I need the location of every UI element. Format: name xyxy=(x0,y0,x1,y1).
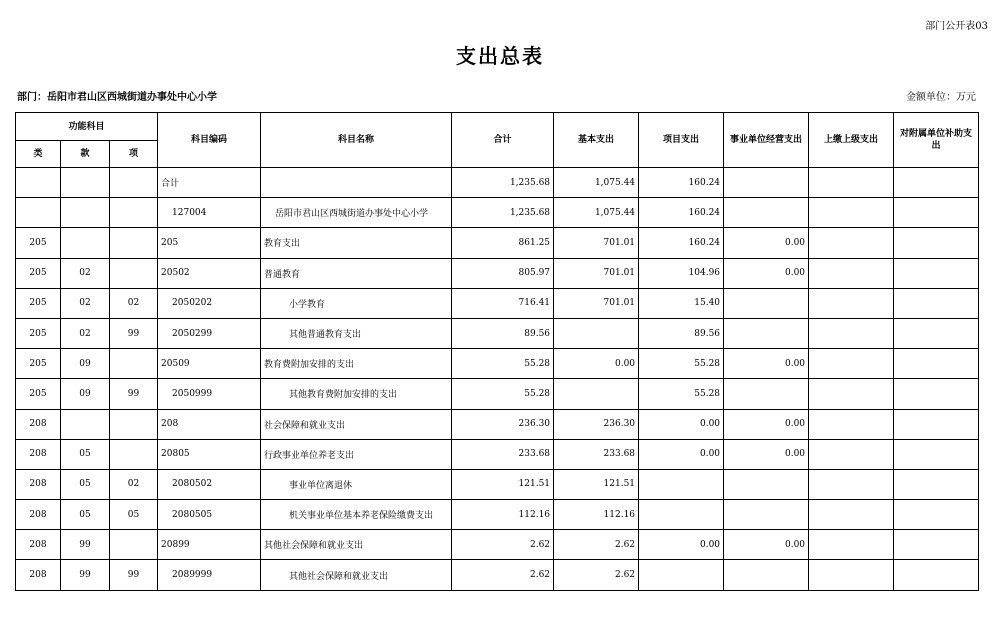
cell-total: 2.62 xyxy=(452,530,554,560)
cell-total: 121.51 xyxy=(452,469,554,499)
cell-project: 0.00 xyxy=(639,439,724,469)
cell-code: 20502 xyxy=(158,258,261,288)
cell-total: 55.28 xyxy=(452,379,554,409)
cell-code: 20899 xyxy=(158,530,261,560)
cell-business xyxy=(724,288,809,318)
cell-lei: 205 xyxy=(16,258,61,288)
cell-kuan: 09 xyxy=(61,379,110,409)
header-lei: 类 xyxy=(16,141,61,168)
cell-total: 233.68 xyxy=(452,439,554,469)
cell-code: 205 xyxy=(158,228,261,258)
table-row xyxy=(16,168,979,198)
cell-project: 0.00 xyxy=(639,530,724,560)
cell-xiang: 02 xyxy=(110,469,158,499)
cell-subsidy xyxy=(894,198,979,228)
header-total: 合计 xyxy=(452,113,554,168)
cell-basic: 2.62 xyxy=(554,560,639,590)
cell-remit xyxy=(809,469,894,499)
cell-project: 89.56 xyxy=(639,318,724,348)
cell-xiang xyxy=(110,198,158,228)
cell-subsidy xyxy=(894,500,979,530)
cell-business: 0.00 xyxy=(724,228,809,258)
cell-project xyxy=(639,500,724,530)
cell-remit xyxy=(809,409,894,439)
cell-xiang xyxy=(110,228,158,258)
cell-code: 20509 xyxy=(158,349,261,379)
cell-kuan: 05 xyxy=(61,469,110,499)
cell-basic: 1,075.44 xyxy=(554,168,639,198)
department-label: 部门：岳阳市君山区西城街道办事处中心小学 xyxy=(17,92,217,103)
cell-kuan xyxy=(61,228,110,258)
cell-remit xyxy=(809,439,894,469)
cell-business xyxy=(724,168,809,198)
cell-xiang xyxy=(110,530,158,560)
cell-basic: 2.62 xyxy=(554,530,639,560)
header-project: 项目支出 xyxy=(639,113,724,168)
cell-project: 55.28 xyxy=(639,379,724,409)
cell-name: 岳阳市君山区西城街道办事处中心小学 xyxy=(261,198,452,228)
cell-project: 104.96 xyxy=(639,258,724,288)
cell-basic: 121.51 xyxy=(554,469,639,499)
cell-name: 其他社会保障和就业支出 xyxy=(261,560,452,590)
cell-remit xyxy=(809,530,894,560)
form-number: 部门公开表03 xyxy=(925,21,988,32)
cell-total: 716.41 xyxy=(452,288,554,318)
cell-total: 2.62 xyxy=(452,560,554,590)
cell-total: 89.56 xyxy=(452,318,554,348)
cell-lei: 208 xyxy=(16,500,61,530)
cell-name: 教育费附加安排的支出 xyxy=(261,349,452,379)
table-row xyxy=(16,379,979,409)
header-business: 事业单位经营支出 xyxy=(724,113,809,168)
cell-lei xyxy=(16,168,61,198)
cell-subsidy xyxy=(894,258,979,288)
cell-subsidy xyxy=(894,349,979,379)
expenditure-table xyxy=(15,112,979,591)
cell-xiang xyxy=(110,409,158,439)
header-code: 科目编码 xyxy=(158,113,261,168)
cell-business xyxy=(724,469,809,499)
page-title: 支出总表 xyxy=(456,44,544,68)
cell-code: 2050202 xyxy=(158,288,261,318)
table-row xyxy=(16,560,979,590)
cell-total: 55.28 xyxy=(452,349,554,379)
cell-kuan xyxy=(61,198,110,228)
cell-kuan: 02 xyxy=(61,318,110,348)
cell-basic: 236.30 xyxy=(554,409,639,439)
cell-business: 0.00 xyxy=(724,409,809,439)
cell-code: 2089999 xyxy=(158,560,261,590)
cell-business xyxy=(724,500,809,530)
cell-subsidy xyxy=(894,379,979,409)
cell-total: 1,235.68 xyxy=(452,198,554,228)
table-row xyxy=(16,198,979,228)
cell-total: 236.30 xyxy=(452,409,554,439)
cell-code: 208 xyxy=(158,409,261,439)
cell-name: 社会保障和就业支出 xyxy=(261,409,452,439)
cell-basic xyxy=(554,318,639,348)
table-row xyxy=(16,530,979,560)
cell-project xyxy=(639,469,724,499)
cell-kuan: 05 xyxy=(61,500,110,530)
table-row xyxy=(16,469,979,499)
cell-code: 合计 xyxy=(158,168,261,198)
cell-business: 0.00 xyxy=(724,258,809,288)
cell-code: 20805 xyxy=(158,439,261,469)
cell-xiang: 99 xyxy=(110,318,158,348)
cell-business: 0.00 xyxy=(724,530,809,560)
cell-remit xyxy=(809,379,894,409)
cell-name: 其他社会保障和就业支出 xyxy=(261,530,452,560)
cell-subsidy xyxy=(894,168,979,198)
cell-subsidy xyxy=(894,228,979,258)
header-name: 科目名称 xyxy=(261,113,452,168)
cell-basic: 701.01 xyxy=(554,258,639,288)
cell-xiang xyxy=(110,258,158,288)
cell-xiang: 05 xyxy=(110,500,158,530)
cell-remit xyxy=(809,500,894,530)
cell-basic: 701.01 xyxy=(554,288,639,318)
cell-xiang: 02 xyxy=(110,288,158,318)
header-subsidy: 对附属单位补助支出 xyxy=(894,113,979,168)
cell-total: 1,235.68 xyxy=(452,168,554,198)
cell-name: 教育支出 xyxy=(261,228,452,258)
cell-kuan: 02 xyxy=(61,258,110,288)
cell-lei: 205 xyxy=(16,318,61,348)
cell-lei xyxy=(16,198,61,228)
header-basic: 基本支出 xyxy=(554,113,639,168)
cell-basic: 233.68 xyxy=(554,439,639,469)
cell-kuan xyxy=(61,168,110,198)
cell-business xyxy=(724,560,809,590)
cell-kuan: 99 xyxy=(61,530,110,560)
cell-subsidy xyxy=(894,409,979,439)
cell-business: 0.00 xyxy=(724,349,809,379)
cell-subsidy xyxy=(894,560,979,590)
cell-remit xyxy=(809,198,894,228)
cell-basic xyxy=(554,379,639,409)
header-kuan: 款 xyxy=(61,141,110,168)
header-remit: 上缴上级支出 xyxy=(809,113,894,168)
cell-name: 行政事业单位养老支出 xyxy=(261,439,452,469)
cell-lei: 208 xyxy=(16,469,61,499)
cell-remit xyxy=(809,318,894,348)
cell-name: 其他教育费附加安排的支出 xyxy=(261,379,452,409)
cell-basic: 112.16 xyxy=(554,500,639,530)
cell-code: 2050999 xyxy=(158,379,261,409)
cell-remit xyxy=(809,228,894,258)
cell-code: 2080502 xyxy=(158,469,261,499)
header-func-subject: 功能科目 xyxy=(16,113,158,141)
amount-unit-label: 金额单位：万元 xyxy=(906,92,976,103)
cell-xiang xyxy=(110,439,158,469)
cell-project: 0.00 xyxy=(639,409,724,439)
cell-lei: 205 xyxy=(16,379,61,409)
cell-lei: 208 xyxy=(16,409,61,439)
cell-subsidy xyxy=(894,439,979,469)
table-row xyxy=(16,318,979,348)
table-row xyxy=(16,409,979,439)
cell-name: 机关事业单位基本养老保险缴费支出 xyxy=(261,500,452,530)
cell-xiang: 99 xyxy=(110,560,158,590)
cell-remit xyxy=(809,560,894,590)
cell-subsidy xyxy=(894,288,979,318)
cell-lei: 208 xyxy=(16,439,61,469)
cell-kuan: 05 xyxy=(61,439,110,469)
cell-project: 160.24 xyxy=(639,168,724,198)
cell-business xyxy=(724,318,809,348)
header-xiang: 项 xyxy=(110,141,158,168)
cell-lei: 208 xyxy=(16,560,61,590)
table-row xyxy=(16,288,979,318)
cell-name: 普通教育 xyxy=(261,258,452,288)
cell-total: 805.97 xyxy=(452,258,554,288)
cell-lei: 205 xyxy=(16,288,61,318)
cell-name: 其他普通教育支出 xyxy=(261,318,452,348)
cell-code: 127004 xyxy=(158,198,261,228)
table-row xyxy=(16,500,979,530)
cell-code: 2050299 xyxy=(158,318,261,348)
cell-project xyxy=(639,560,724,590)
cell-kuan: 99 xyxy=(61,560,110,590)
cell-project: 160.24 xyxy=(639,198,724,228)
cell-kuan: 02 xyxy=(61,288,110,318)
cell-name xyxy=(261,168,452,198)
table-row xyxy=(16,349,979,379)
cell-lei: 205 xyxy=(16,349,61,379)
cell-xiang xyxy=(110,349,158,379)
cell-project: 15.40 xyxy=(639,288,724,318)
cell-basic: 701.01 xyxy=(554,228,639,258)
cell-xiang: 99 xyxy=(110,379,158,409)
cell-lei: 205 xyxy=(16,228,61,258)
cell-basic: 0.00 xyxy=(554,349,639,379)
cell-code: 2080505 xyxy=(158,500,261,530)
cell-remit xyxy=(809,258,894,288)
cell-xiang xyxy=(110,168,158,198)
cell-kuan: 09 xyxy=(61,349,110,379)
cell-lei: 208 xyxy=(16,530,61,560)
cell-subsidy xyxy=(894,469,979,499)
table-row xyxy=(16,439,979,469)
cell-subsidy xyxy=(894,318,979,348)
cell-remit xyxy=(809,168,894,198)
cell-remit xyxy=(809,349,894,379)
cell-business xyxy=(724,379,809,409)
cell-business xyxy=(724,198,809,228)
cell-name: 事业单位离退休 xyxy=(261,469,452,499)
cell-subsidy xyxy=(894,530,979,560)
cell-total: 112.16 xyxy=(452,500,554,530)
cell-kuan xyxy=(61,409,110,439)
cell-total: 861.25 xyxy=(452,228,554,258)
cell-basic: 1,075.44 xyxy=(554,198,639,228)
cell-project: 160.24 xyxy=(639,228,724,258)
cell-name: 小学教育 xyxy=(261,288,452,318)
cell-remit xyxy=(809,288,894,318)
table-row xyxy=(16,258,979,288)
table-row xyxy=(16,228,979,258)
cell-business: 0.00 xyxy=(724,439,809,469)
cell-project: 55.28 xyxy=(639,349,724,379)
